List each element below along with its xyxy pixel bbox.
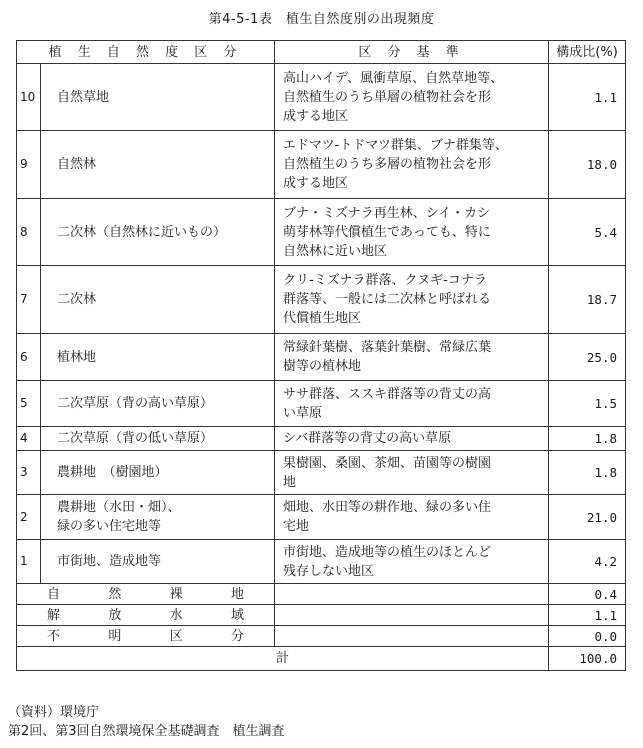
table-row [17,64,626,131]
row-ratio: 18.7 [549,266,626,334]
row-ratio: 1.8 [549,427,626,451]
row-category-name: 二次草原（背の低い草原） [41,427,275,451]
row-category-name: 市街地、造成地等 [41,540,275,584]
row-number: 5 [17,381,41,427]
row-ratio: 1.5 [549,381,626,427]
row-number: 1 [17,540,41,584]
category-char: 地 [230,586,244,602]
category-char: 裸 [169,586,183,602]
category-char: 分 [230,628,244,644]
header-ratio: 構成比(%) [549,41,626,64]
row-basis: 常緑針葉樹、落葉針葉樹、常緑広葉 樹等の植林地 [275,334,549,381]
row-number: 6 [17,334,41,381]
row-category-name: 二次林 [41,266,275,334]
category-char: 明 [108,628,122,644]
row-category-name [17,626,275,647]
row-category-name: 農耕地 （樹園地） [41,451,275,495]
row-category-name: 植林地 [41,334,275,381]
row-category-name: 二次林（自然林に近いもの） [41,199,275,266]
row-basis: 果樹園、桑園、茶畑、苗園等の樹園 地 [275,451,549,495]
row-ratio: 0.4 [549,584,626,605]
row-category-name: 自然林 [41,131,275,199]
row-number: 7 [17,266,41,334]
row-ratio: 4.2 [549,540,626,584]
table-row [17,334,626,381]
row-ratio: 0.0 [549,626,626,647]
table-row [17,495,626,540]
table-row [17,626,626,647]
row-basis: 高山ハイデ、風衝草原、自然草地等、 自然植生のうち単層の植物社会を形 成する地区 [275,64,549,131]
row-category-name: 自然草地 [41,64,275,131]
row-number: 8 [17,199,41,266]
row-category-name: 農耕地（水田・畑）、 緑の多い住宅地等 [41,495,275,540]
category-char: 水 [169,607,183,623]
row-category-name: 二次草原（背の高い草原） [41,381,275,427]
row-ratio: 1.1 [549,605,626,626]
category-char: 区 [169,628,183,644]
table-row [17,540,626,584]
row-basis: シバ群落等の背丈の高い草原 [275,427,549,451]
row-number: 9 [17,131,41,199]
row-basis: クリ-ミズナラ群落、クヌギ-コナラ 群落等、一般には二次林と呼ばれる 代償植生地区 [275,266,549,334]
table-body [17,64,626,671]
table-row [17,451,626,495]
source-note: （資料）環境庁 [8,705,100,720]
category-char: 然 [108,586,122,602]
row-ratio: 5.4 [549,199,626,266]
total-label: 計 [17,647,549,671]
category-char: 域 [230,607,244,623]
table-row [17,266,626,334]
table-row [17,605,626,626]
category-char: 解 [47,607,61,623]
row-category-name [17,584,275,605]
table-title: 第4-5-1表 植生自然度別の出現頻度 [208,12,435,27]
table-row [17,381,626,427]
row-category-name [17,605,275,626]
row-number: 4 [17,427,41,451]
row-ratio: 18.0 [549,131,626,199]
vegetation-naturalness-table [16,40,626,671]
row-basis: エドマツ-トドマツ群集、ブナ群集等、 自然植生のうち多層の植物社会を形 成する地区 [275,131,549,199]
row-basis: 畑地、水田等の耕作地、緑の多い住 宅地 [275,495,549,540]
row-basis [275,584,549,605]
header-category: 植 生 自 然 度 区 分 [17,41,275,64]
row-basis: 市街地、造成地等の植生のほとんど 残存しない地区 [275,540,549,584]
category-char: 放 [108,607,122,623]
row-basis [275,626,549,647]
category-char: 不 [47,628,61,644]
header-basis: 区 分 基 準 [275,41,549,64]
survey-note: 第2回、第3回自然環境保全基礎調査 植生調査 [8,724,285,739]
row-number: 3 [17,451,41,495]
row-number: 10 [17,64,41,131]
table-row [17,131,626,199]
table-row [17,199,626,266]
total-ratio: 100.0 [549,647,626,671]
row-number: 2 [17,495,41,540]
row-basis: ササ群落、ススキ群落等の背丈の高 い草原 [275,381,549,427]
row-ratio: 1.8 [549,451,626,495]
row-ratio: 21.0 [549,495,626,540]
table-row [17,584,626,605]
table-row [17,427,626,451]
row-basis: ブナ・ミズナラ再生林、シイ・カシ 萌芽林等代償植生であっても、特に 自然林に近い地区 [275,199,549,266]
row-ratio: 1.1 [549,64,626,131]
total-row [17,647,626,671]
category-char: 自 [47,586,61,602]
row-ratio: 25.0 [549,334,626,381]
row-basis [275,605,549,626]
